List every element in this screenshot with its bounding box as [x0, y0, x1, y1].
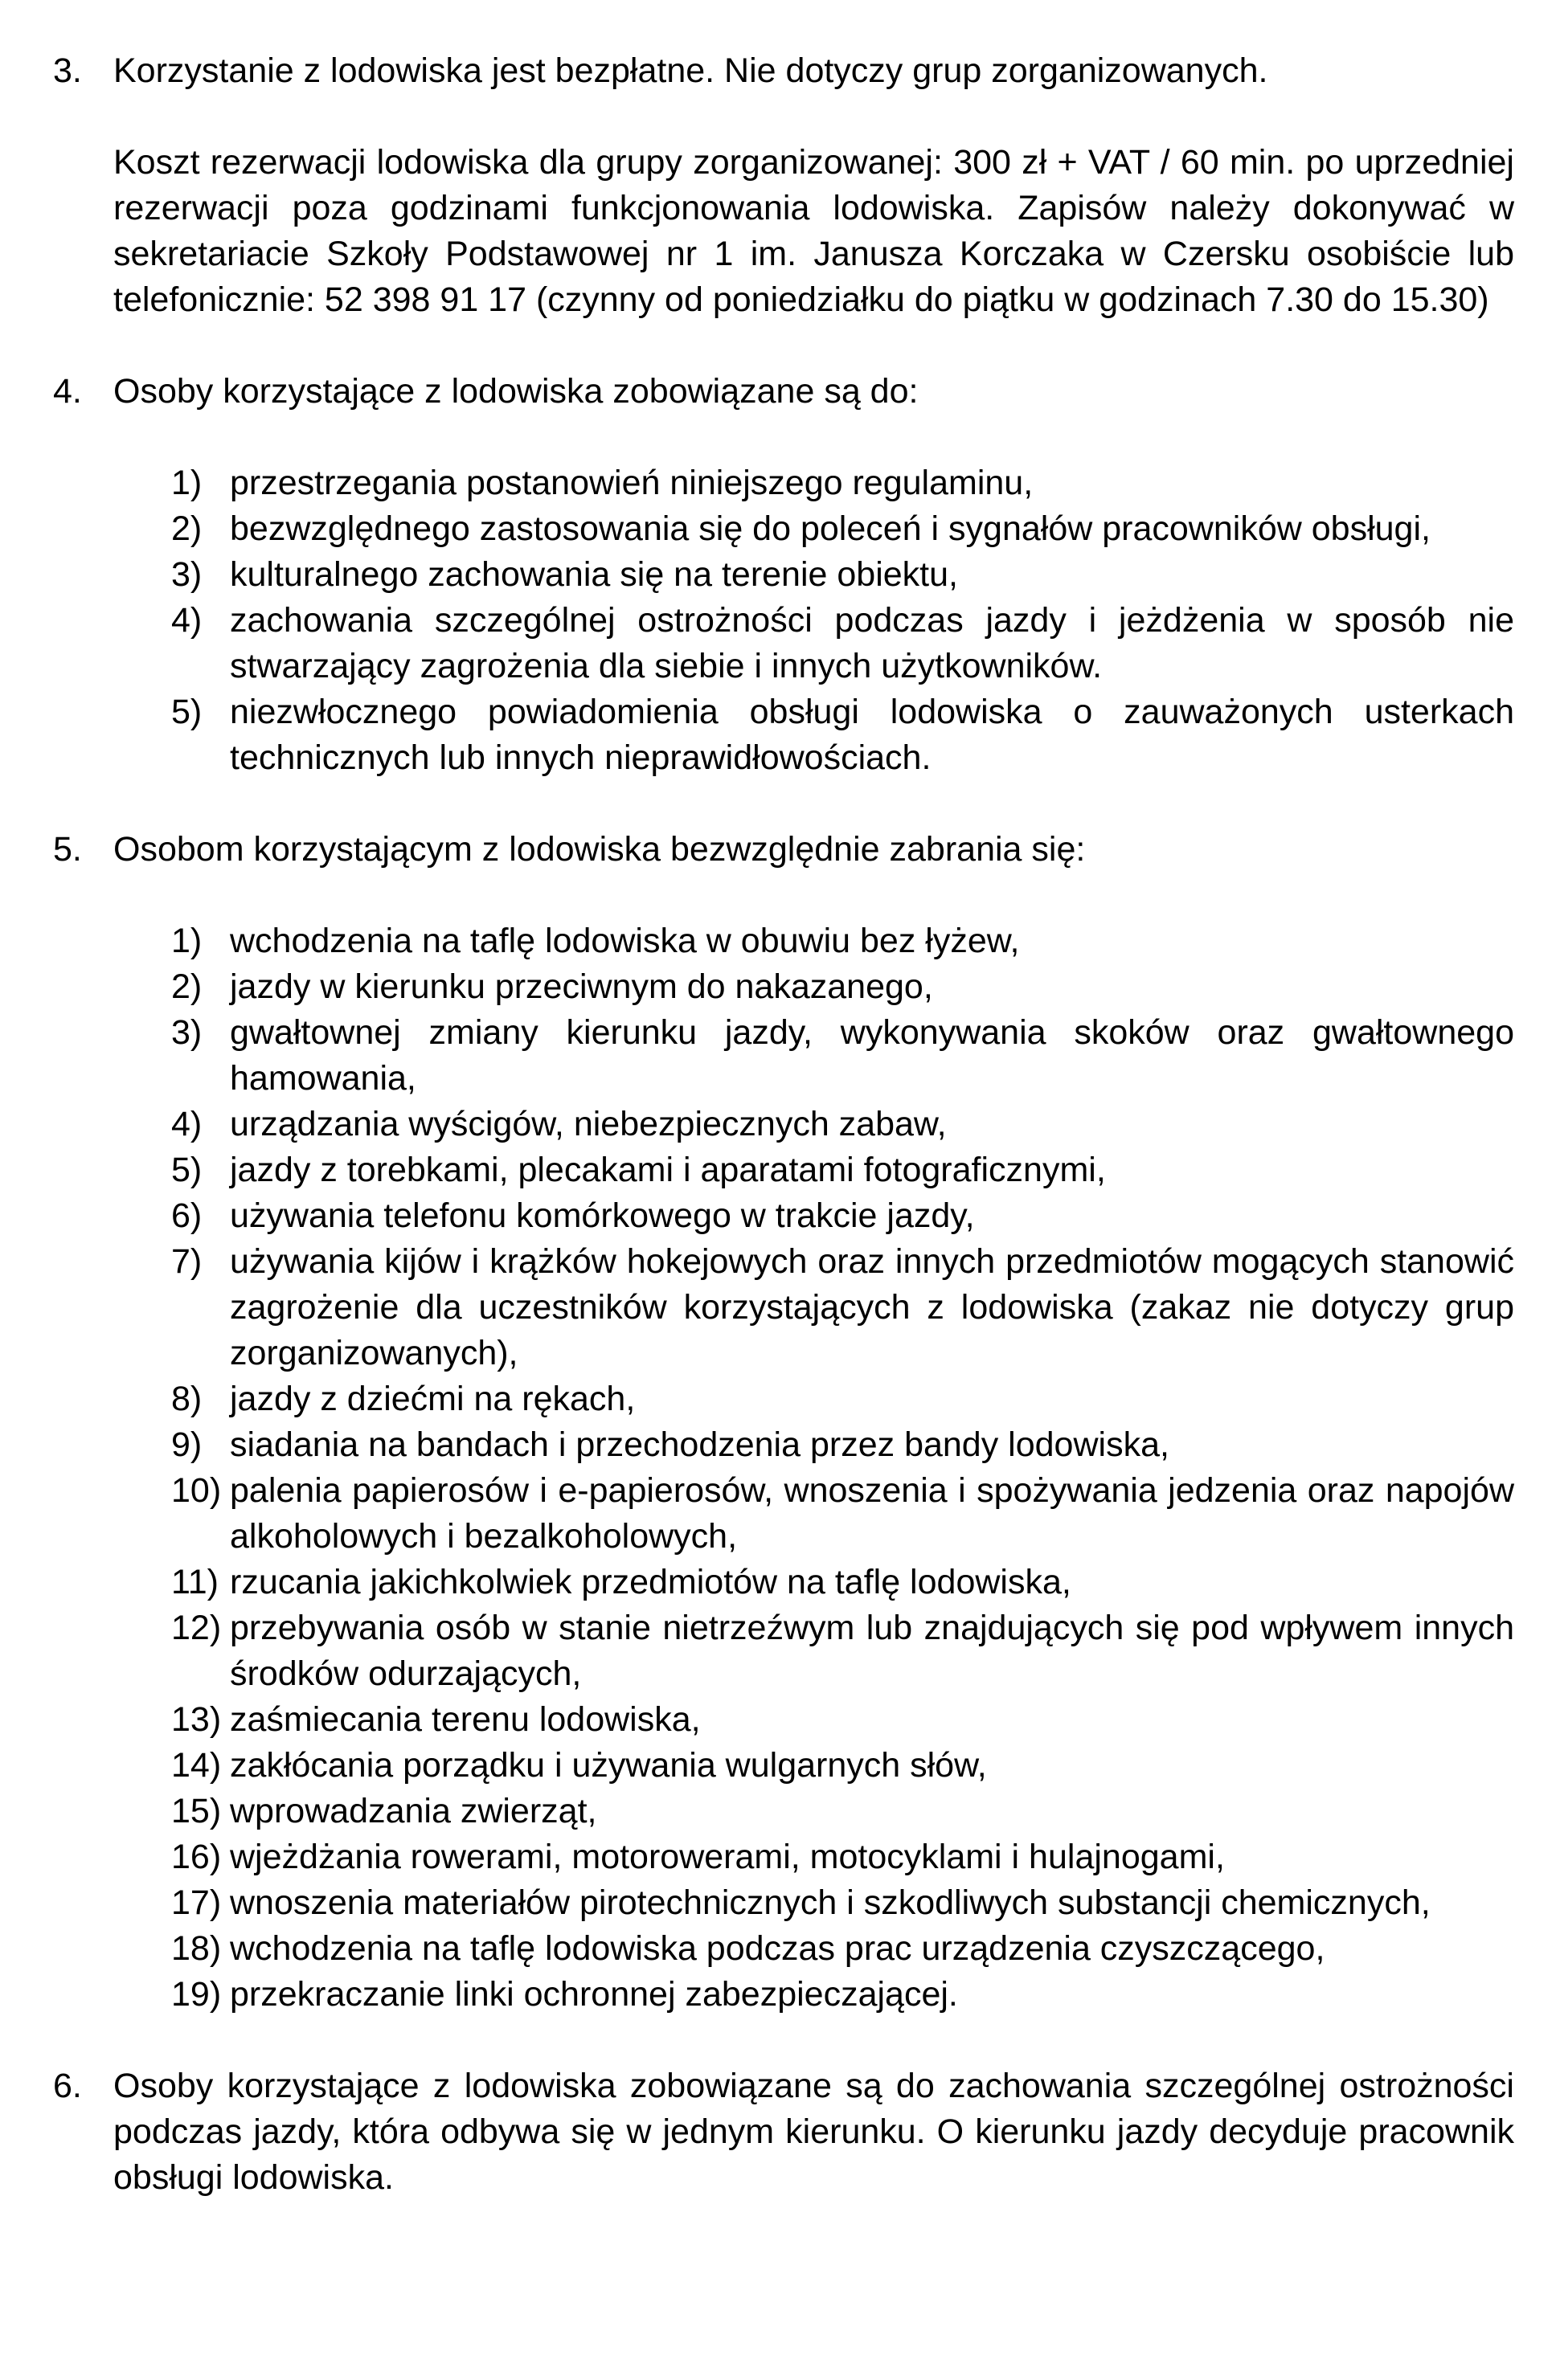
list-item-number: 8) — [171, 1380, 203, 1418]
list-item-text: przekraczanie linki ochronnej zabezpieczającej. — [230, 1975, 958, 2014]
list-item-text: bezwzględnego zastosowania się do poleceń i sygnałów pracowników obsługi, — [230, 509, 1431, 548]
obligations-list — [113, 460, 1514, 781]
list-item — [113, 1560, 1514, 1605]
list-item — [113, 1834, 1514, 1880]
section-text: Osoby korzystające z lodowiska zobowiązane są do zachowania szczególnej ostrożności podczas jazdy, która odbywa się w jednym kierunku. O kierunku jazdy decyduje pracownik obsługi lodowiska. — [113, 2067, 1514, 2197]
list-item — [113, 1743, 1514, 1789]
section-4 — [53, 369, 1514, 781]
list-item — [113, 1147, 1514, 1193]
list-item-number: 2) — [171, 967, 203, 1006]
list-item-text: przestrzegania postanowień niniejszego regulaminu, — [230, 464, 1034, 502]
list-item-number: 3) — [171, 1013, 203, 1052]
list-item-number: 7) — [171, 1242, 203, 1281]
list-item-number: 6) — [171, 1196, 203, 1235]
list-item-text: urządzania wyścigów, niebezpiecznych zabaw, — [230, 1105, 947, 1143]
list-item-text: przebywania osób w stanie nietrzeźwym lub znajdujących się pod wpływem innych środków odurzających, — [230, 1609, 1514, 1693]
list-item — [113, 598, 1514, 689]
list-item-text: siadania na bandach i przechodzenia przez bandy lodowiska, — [230, 1425, 1169, 1464]
list-item-number: 9) — [171, 1425, 203, 1464]
list-item-text: gwałtownej zmiany kierunku jazdy, wykonywania skoków oraz gwałtownego hamowania, — [230, 1013, 1514, 1098]
list-item — [113, 1926, 1514, 1972]
list-item-number: 12) — [171, 1609, 222, 1647]
list-item — [113, 1697, 1514, 1743]
list-item-text: wchodzenia na taflę lodowiska w obuwiu bez łyżew, — [230, 922, 1020, 960]
list-item-number: 1) — [171, 464, 203, 502]
list-item — [113, 460, 1514, 506]
list-item-number: 17) — [171, 1883, 222, 1922]
section-3 — [53, 48, 1514, 323]
list-item-text: zachowania szczególnej ostrożności podczas jazdy i jeżdżenia w sposób nie stwarzający zagrożenia dla siebie i innych użytkowników. — [230, 601, 1514, 685]
list-item-text: wnoszenia materiałów pirotechnicznych i szkodliwych substancji chemicznych, — [230, 1883, 1431, 1922]
list-item — [113, 1605, 1514, 1697]
list-item-text: zakłócania porządku i używania wulgarnych słów, — [230, 1746, 987, 1785]
list-item — [113, 1193, 1514, 1239]
list-item — [113, 506, 1514, 552]
list-item-text: jazdy w kierunku przeciwnym do nakazanego, — [230, 967, 933, 1006]
section-number: 6. — [53, 2067, 82, 2105]
list-item-number: 1) — [171, 922, 203, 960]
list-item — [113, 1880, 1514, 1926]
list-item-number: 4) — [171, 601, 203, 640]
list-item — [113, 1468, 1514, 1560]
section-number: 5. — [53, 830, 82, 869]
list-item-text: jazdy z dziećmi na rękach, — [230, 1380, 636, 1418]
list-item-number: 10) — [171, 1471, 222, 1510]
section-6 — [53, 2063, 1514, 2201]
section-text: Osoby korzystające z lodowiska zobowiązane są do: — [113, 372, 919, 411]
list-item-text: wprowadzania zwierząt, — [230, 1792, 597, 1830]
list-item — [113, 1239, 1514, 1376]
list-item-number: 4) — [171, 1105, 203, 1143]
list-item-number: 16) — [171, 1838, 222, 1876]
list-item-text: wjeżdżania rowerami, motorowerami, motocyklami i hulajnogami, — [230, 1838, 1225, 1876]
list-item — [113, 1972, 1514, 2018]
list-item-text: używania kijów i krążków hokejowych oraz innych przedmiotów mogących stanowić zagrożenie dla uczestników korzystających z lodowiska (zakaz nie dotyczy grup zorganizowanych), — [230, 1242, 1514, 1372]
list-item-text: jazdy z torebkami, plecakami i aparatami fotograficznymi, — [230, 1151, 1106, 1189]
section-number: 3. — [53, 51, 82, 90]
list-item-number: 5) — [171, 693, 203, 731]
section-number: 4. — [53, 372, 82, 411]
list-item — [113, 1376, 1514, 1422]
list-item — [113, 1102, 1514, 1147]
section-5 — [53, 827, 1514, 2018]
list-item-number: 13) — [171, 1700, 222, 1739]
list-item — [113, 1789, 1514, 1834]
list-item-number: 14) — [171, 1746, 222, 1785]
list-item-number: 15) — [171, 1792, 222, 1830]
list-item — [113, 689, 1514, 781]
section-text: Korzystanie z lodowiska jest bezpłatne. Nie dotyczy grup zorganizowanych. — [113, 51, 1268, 90]
list-item-number: 5) — [171, 1151, 203, 1189]
list-item-text: kulturalnego zachowania się na terenie obiektu, — [230, 555, 958, 594]
list-item-text: palenia papierosów i e-papierosów, wnoszenia i spożywania jedzenia oraz napojów alkoholowych i bezalkoholowych, — [230, 1471, 1514, 1556]
list-item-number: 19) — [171, 1975, 222, 2014]
list-item — [113, 552, 1514, 598]
reservation-paragraph: Koszt rezerwacji lodowiska dla grupy zorganizowanej: 300 zł + VAT / 60 min. po uprzedniej rezerwacji poza godzinami funkcjonowania lodowiska. Zapisów należy dokonywać w sekretariacie Szkoły Podstawowej nr 1 im. Janusza Korczaka w Czersku osobiście lub telefonicznie: 52 398 91 17 (czynny od poniedziałku do piątku w godzinach 7.30 do 15.30) — [113, 143, 1514, 319]
list-item-text: rzucania jakichkolwiek przedmiotów na taflę lodowiska, — [230, 1563, 1071, 1601]
list-item — [113, 1422, 1514, 1468]
list-item-text: wchodzenia na taflę lodowiska podczas prac urządzenia czyszczącego, — [230, 1929, 1325, 1968]
list-item-number: 3) — [171, 555, 203, 594]
prohibitions-list — [113, 918, 1514, 2018]
list-item-text: zaśmiecania terenu lodowiska, — [230, 1700, 701, 1739]
list-item-number: 11) — [171, 1563, 219, 1601]
list-item — [113, 1010, 1514, 1102]
section-text: Osobom korzystającym z lodowiska bezwzględnie zabrania się: — [113, 830, 1086, 869]
list-item — [113, 964, 1514, 1010]
list-item-text: niezwłocznego powiadomienia obsługi lodowiska o zauważonych usterkach technicznych lub innych nieprawidłowościach. — [230, 693, 1514, 777]
list-item — [113, 918, 1514, 964]
list-item-text: używania telefonu komórkowego w trakcie jazdy, — [230, 1196, 975, 1235]
list-item-number: 2) — [171, 509, 203, 548]
list-item-number: 18) — [171, 1929, 222, 1968]
